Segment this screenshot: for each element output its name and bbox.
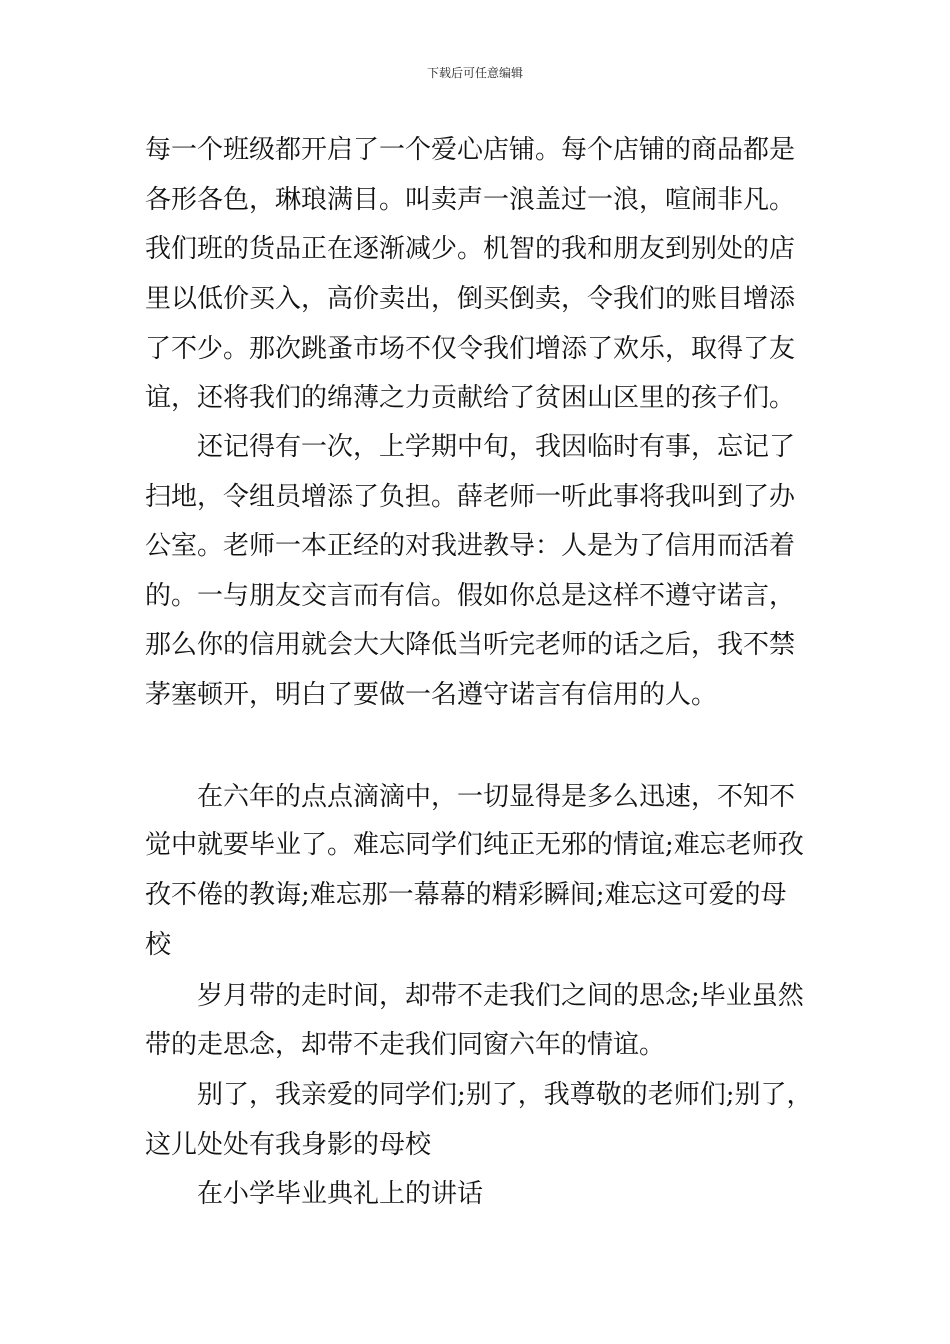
paragraph-first-line: 别了，我亲爱的同学们;别了，我尊敬的老师们;别了， (197, 1080, 813, 1110)
text-line: 每一个班级都开启了一个爱心店铺。每个店铺的商品都是 (145, 135, 796, 165)
text-line: 里以低价买入，高价卖出，倒买倒卖，令我们的账目增添 (145, 284, 796, 314)
paragraph-first-line: 还记得有一次，上学期中旬，我因临时有事，忘记了 (197, 432, 796, 462)
closing-title: 在小学毕业典礼上的讲话 (197, 1179, 484, 1209)
text-line: 了不少。那次跳蚤市场不仅令我们增添了欢乐，取得了友 (145, 334, 796, 364)
paragraph-first-line: 岁月带的走时间，却带不走我们之间的思念;毕业虽然 (197, 981, 804, 1011)
text-line: 各形各色，琳琅满目。叫卖声一浪盖过一浪，喧闹非凡。 (145, 185, 796, 215)
text-line: 那么你的信用就会大大降低当听完老师的话之后，我不禁 (145, 630, 796, 660)
paragraph-first-line: 在六年的点点滴滴中，一切显得是多么迅速，不知不 (197, 782, 796, 812)
text-line: 孜不倦的教诲;难忘那一幕幕的精彩瞬间;难忘这可爱的母 (145, 880, 787, 910)
text-line: 公室。老师一本正经的对我进教导：人是为了信用而活着 (145, 531, 796, 561)
text-line: 我们班的货品正在逐渐减少。机智的我和朋友到别处的店 (145, 234, 796, 264)
text-line: 谊，还将我们的绵薄之力贡献给了贫困山区里的孩子们。 (145, 383, 796, 413)
page-header: 下载后可任意编辑 (426, 66, 523, 80)
text-line: 的。一与朋友交言而有信。假如你总是这样不遵守诺言， (145, 581, 796, 611)
text-line: 校 (145, 930, 172, 960)
text-line: 茅塞顿开，明白了要做一名遵守诺言有信用的人。 (145, 680, 718, 710)
text-line: 带的走思念，却带不走我们同窗六年的情谊。 (145, 1030, 666, 1060)
text-line: 觉中就要毕业了。难忘同学们纯正无邪的情谊;难忘老师孜 (145, 830, 804, 860)
text-line: 扫地，令组员增添了负担。薛老师一听此事将我叫到了办 (145, 482, 796, 512)
text-line: 这儿处处有我身影的母校 (145, 1130, 432, 1160)
